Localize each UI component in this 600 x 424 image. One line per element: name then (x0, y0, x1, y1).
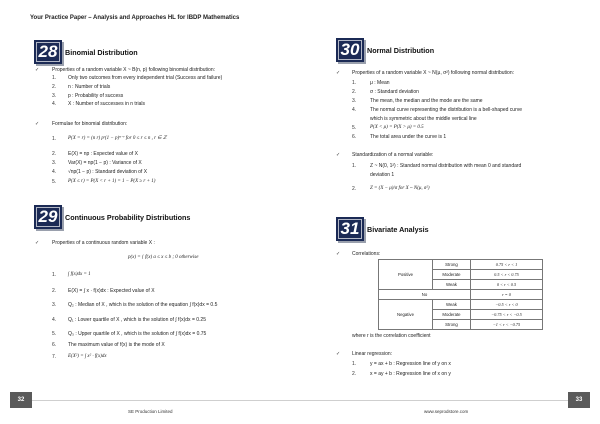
checkmark-icon: ✓ (35, 121, 40, 127)
continuous-formula-1: ∫ f(x)dx = 1 (68, 272, 91, 277)
section-number-badge: 28 (34, 40, 62, 64)
table-row: Weak 0 < r < 0.5 (379, 280, 543, 290)
checkmark-icon: ✓ (336, 70, 341, 76)
section-number-badge: 31 (336, 217, 364, 241)
binomial-formulae-intro: Formulae for binomial distribution: (52, 121, 128, 127)
normal-item-5: P(X < μ) = P(X > μ) = 0.5 (370, 125, 424, 130)
normal-item-6: The total area under the curve is 1 (370, 134, 447, 140)
table-row: No r = 0 (379, 290, 543, 300)
section-31-heading (336, 217, 429, 241)
publisher-name: SE Production Limited (128, 409, 173, 414)
left-page: 28 Binomial Distribution ✓ Properties of a random variable X ~ B(n, p) following binomial distribution: 1. Only two outcomes from every independent trial (Success and failure) 2. n : Number of trials 3. p : Probability of success 4. X : Number of successes in n trials ✓ Formulae for binomial distribution: 1. P(X = r) = (n r) pʳ(1 − p)ⁿ⁻ʳ for 0 ≤ r ≤ n , r ∈ ℤ 2. E(X) = np : Expected value of X 3. Var(X) = np(1 − p) : Variance of X 4. √np(1 − p) : Standard deviation of X 5. P(X ≤ r) = P(X < r + 1) = 1 − P(X ≥ r + 1) 29 Continuous Probability Distributions ✓ Properties of a continuous random variable X : p(x) = { f(x) a ≤ x ≤ b ; 0 otherwise 1. ∫ f(x)dx = 1 2. E(X) = ∫ x · f(x)dx : Expected value of X 3. Q₂ : Median of X , which is the solution of the equation ∫ f(x)dx = 0.5 4. Q₁ : Lower quartile of X , which is the solution of ∫ f(x)dx = 0.25 5. Q₃ : Upper quartile of X , which is the solution of ∫ f(x)dx = 0.75 6. The maximum value of f(x) is the mode of X 7. E(X²) = ∫ x² · f(x)dx 32 SE Production Limited (0, 0, 300, 424)
footer-divider (300, 400, 570, 401)
regression-item-2: x = ay + b : Regression line of x on y (370, 371, 451, 377)
checkmark-icon: ✓ (336, 251, 341, 257)
group-no: No (379, 290, 471, 300)
checkmark-icon: ✓ (336, 351, 341, 357)
binomial-item-3: p : Probability of success (68, 93, 124, 99)
page-number-left: 32 (10, 392, 32, 408)
pdf-definition: p(x) = { f(x) a ≤ x ≤ b ; 0 otherwise (128, 255, 199, 260)
linear-regression-intro: Linear regression: (352, 351, 393, 357)
group-positive: Positive (379, 260, 433, 290)
continuous-formula-5: Q₃ : Upper quartile of X , which is the solution of ∫ f(x)dx = 0.75 (68, 331, 207, 337)
standardization-item-1: Z ~ N(0, 1²) : Standard normal distribution with mean 0 and standard (370, 163, 522, 169)
section-28-heading (34, 40, 138, 64)
binomial-item-1: Only two outcomes from every independent trial (Success and failure) (68, 75, 223, 81)
section-number-badge: 29 (34, 205, 62, 229)
normal-item-4: The normal curve representing the distribution is a bell-shaped curve (370, 107, 523, 113)
standardization-intro: Standardization of a normal variable: (352, 152, 434, 158)
section-title: Continuous Probability Distributions (65, 212, 191, 222)
correlations-intro: Correlations: (352, 251, 381, 257)
binomial-formula-pmf: P(X = r) = (n r) pʳ(1 − p)ⁿ⁻ʳ for 0 ≤ r ≤ n , r ∈ ℤ (68, 136, 167, 141)
checkmark-icon: ✓ (336, 152, 341, 158)
section-title: Bivariate Analysis (367, 224, 429, 234)
binomial-item-2: n : Number of trials (68, 84, 111, 90)
section-number-badge: 30 (336, 38, 364, 62)
table-row: Moderate 0.5 < r < 0.75 (379, 270, 543, 280)
normal-item-2: σ : Standard deviation (370, 89, 419, 95)
binomial-properties-intro: Properties of a random variable X ~ B(n, p) following binomial distribution: (52, 67, 215, 73)
section-29-heading (34, 205, 190, 229)
continuous-formula-7: E(X²) = ∫ x² · f(x)dx (68, 354, 107, 359)
binomial-formula-sd: √np(1 − p) : Standard deviation of X (68, 169, 148, 175)
correlation-table (378, 259, 543, 330)
running-header: Your Practice Paper – Analysis and Approaches HL for IBDP Mathematics (30, 15, 240, 21)
regression-item-1: y = ax + b : Regression line of y on x (370, 361, 451, 367)
group-negative: Negative (379, 300, 433, 330)
continuous-properties-intro: Properties of a continuous random variable X : (52, 240, 155, 246)
section-title: Binomial Distribution (65, 47, 138, 57)
page-number-right: 33 (568, 392, 590, 408)
correlation-note: where r is the correlation coefficient (352, 333, 431, 339)
table-row: Moderate −0.75 < r < −0.5 (379, 310, 543, 320)
footer-divider (32, 400, 300, 401)
normal-item-3: The mean, the median and the mode are the same (370, 98, 483, 104)
checkmark-icon: ✓ (35, 240, 40, 246)
right-page: 30 Normal Distribution ✓ Properties of a random variable X ~ N(μ, σ²) following normal distribution: 1. μ : Mean 2. σ : Standard deviation 3. The mean, the median and the mode are the same 4. The normal curve representing the distribution is a bell-shaped curve which is symmetric about the middle vertical line 5. P(X < μ) = P(X > μ) = 0.5 6. The total area under the curve is 1 ✓ Standardization of a normal variable: 1. Z ~ N(0, 1²) : Standard normal distribution with mean 0 and standard deviation 1 2. Z = (X − μ)/σ for X ~ N(μ, σ²) 31 Bivariate Analysis ✓ Correlations: Positive Strong 0.75 < r < 1 Moderate 0.5 < r < 0.75 Weak 0 < r < 0.5 No r = 0 Negative Weak −0.5 < r < 0 Moderate −0.75 < r < −0.5 Strong −1 < r < −0.75 where r is the correlation coefficient ✓ Linear regression: 1. y = ax + b : Regression line of y on x 2. x = ay + b : Regression line of x on y 33 www.seprodstore.com (300, 0, 600, 424)
section-30-heading (336, 38, 434, 62)
checkmark-icon: ✓ (35, 67, 40, 73)
binomial-formula-cumulative: P(X ≤ r) = P(X < r + 1) = 1 − P(X ≥ r + 1) (68, 179, 156, 184)
continuous-formula-4: Q₁ : Lower quartile of X , which is the solution of ∫ f(x)dx = 0.25 (68, 317, 206, 323)
continuous-formula-6: The maximum value of f(x) is the mode of X (68, 342, 165, 348)
binomial-formula-variance: Var(X) = np(1 − p) : Variance of X (68, 160, 142, 166)
continuous-formula-2: E(X) = ∫ x · f(x)dx : Expected value of X (68, 288, 155, 294)
publisher-url: www.seprodstore.com (424, 409, 469, 414)
table-row: Negative Weak −0.5 < r < 0 (379, 300, 543, 310)
standardization-item-1-cont: deviation 1 (370, 172, 395, 178)
normal-item-4-cont: which is symmetric about the middle vertical line (370, 116, 477, 122)
section-title: Normal Distribution (367, 45, 435, 55)
standardization-item-2: Z = (X − μ)/σ for X ~ N(μ, σ²) (370, 186, 430, 191)
binomial-item-4: X : Number of successes in n trials (68, 101, 145, 107)
table-row: Strong −1 < r < −0.75 (379, 320, 543, 330)
table-row: Positive Strong 0.75 < r < 1 (379, 260, 543, 270)
binomial-formula-mean: E(X) = np : Expected value of X (68, 151, 138, 157)
continuous-formula-3: Q₂ : Median of X , which is the solution of the equation ∫ f(x)dx = 0.5 (68, 302, 218, 308)
normal-properties-intro: Properties of a random variable X ~ N(μ, σ²) following normal distribution: (352, 70, 515, 76)
normal-item-1: μ : Mean (370, 80, 390, 86)
